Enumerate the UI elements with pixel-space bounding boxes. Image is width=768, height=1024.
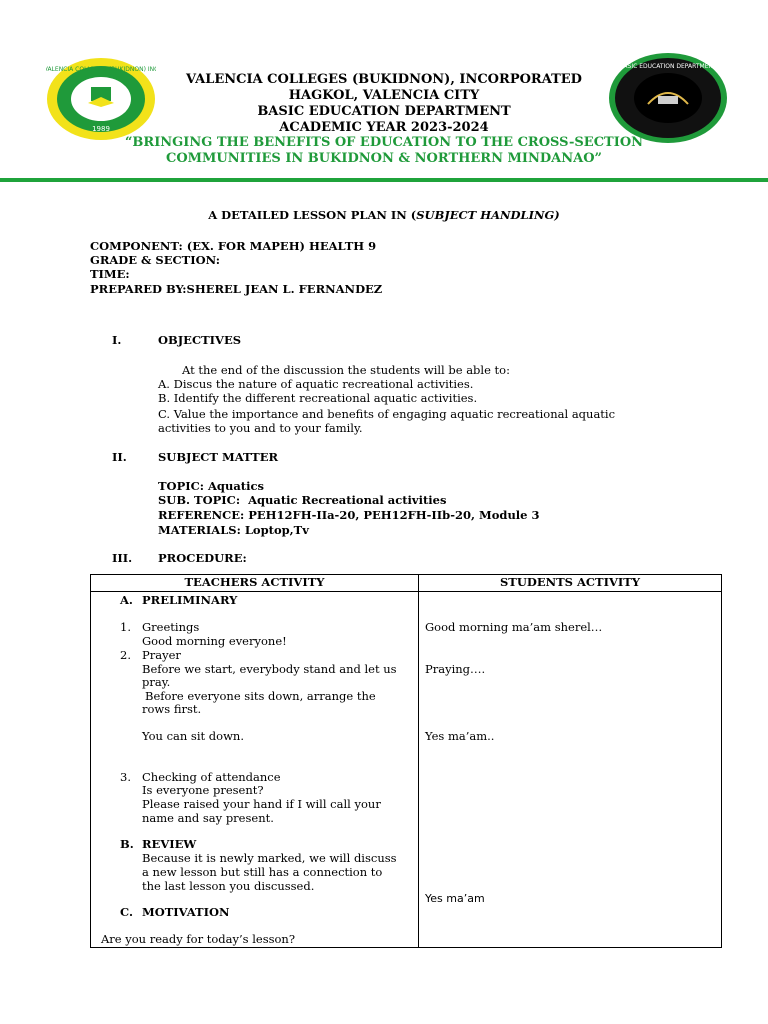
sub-topic-value: Aquatic Recreational activities [248, 493, 447, 507]
prayer-text-1: Before we start, everybody stand and let us [142, 662, 397, 676]
time-line: TIME: [90, 267, 130, 281]
right-seal-text: BASIC EDUCATION DEPARTMENT [619, 63, 717, 70]
item-3-number: 3. [120, 770, 131, 784]
objective-b: B. Identify the different recreational aquatic activities. [158, 391, 478, 405]
materials-line: MATERIALS: Loptop,Tv [158, 523, 309, 537]
title-subject: SUBJECT HANDLING) [416, 208, 560, 222]
prepared-by-line: PREPARED BY:SHEREL JEAN L. FERNANDEZ [90, 282, 383, 296]
greetings-label: Greetings [142, 620, 200, 634]
subject-matter-heading: SUBJECT MATTER [158, 450, 279, 464]
prayer-label: Prayer [142, 648, 181, 662]
reference-line: REFERENCE: PEH12FH-IIa-20, PEH12FH-IIb-20, Module 3 [158, 508, 540, 522]
students-activity-cell [419, 592, 722, 948]
attendance-label: Checking of attendance [142, 770, 281, 784]
title-prefix: A DETAILED LESSON PLAN IN ( [208, 208, 417, 222]
procedure-table [90, 574, 722, 948]
greetings-text: Good morning everyone! [142, 634, 287, 648]
school-address: HAGKOL, VALENCIA CITY [288, 88, 480, 103]
prayer-text-2: pray. [142, 675, 171, 689]
teachers-activity-header: TEACHERS ACTIVITY [91, 575, 419, 592]
header-divider [0, 178, 768, 182]
item-2-number: 2. [120, 648, 131, 662]
objectives-number: I. [112, 333, 122, 347]
objective-c-line-2: activities to you and to your family. [158, 421, 363, 435]
objectives-intro: At the end of the discussion the students will be able to: [182, 363, 510, 377]
subject-matter-number: II. [112, 450, 127, 464]
student-greeting: Good morning ma’am sherel… [425, 620, 603, 634]
lesson-plan-title [0, 208, 768, 222]
student-praying: Praying…. [425, 662, 486, 676]
section-c-label: MOTIVATION [142, 905, 230, 919]
prayer-text-4: rows first. [142, 702, 202, 716]
left-seal-text: VALENCIA COLLEGES (BUKIDNON) INC [46, 66, 156, 73]
ready-question: Are you ready for today’s lesson? [101, 932, 296, 946]
section-b-letter: B. [120, 837, 134, 851]
table-row [91, 592, 722, 948]
review-text-2: a new lesson but still has a connection to [142, 865, 383, 879]
sub-topic-line [158, 493, 446, 507]
review-text-3: the last lesson you discussed. [142, 879, 315, 893]
section-b-label: REVIEW [142, 837, 197, 851]
topic-line: TOPIC: Aquatics [158, 479, 264, 493]
left-seal-year: 1989 [92, 125, 110, 133]
review-text-1: Because it is newly marked, we will discuss [142, 851, 397, 865]
student-yes-2: Yes ma’am [425, 892, 485, 905]
section-a-label: PRELIMINARY [142, 593, 238, 607]
sub-topic-label: SUB. TOPIC: [158, 493, 241, 507]
teachers-activity-cell [91, 592, 419, 948]
section-a-letter: A. [120, 593, 133, 607]
attendance-text-1: Is everyone present? [142, 783, 264, 797]
item-1-number: 1. [120, 620, 131, 634]
procedure-number: III. [112, 551, 133, 565]
prayer-text-3: Before everyone sits down, arrange the [145, 689, 376, 703]
component-line: COMPONENT: (EX. FOR MAPEH) HEALTH 9 [90, 239, 377, 253]
student-yes-1: Yes ma’am.. [425, 729, 495, 743]
sit-down-text: You can sit down. [142, 729, 244, 743]
attendance-text-2: Please raised your hand if I will call your [142, 797, 381, 811]
grade-section-line: GRADE & SECTION: [90, 253, 220, 267]
table-header-row [91, 575, 722, 592]
slogan-line-2: COMMUNITIES IN BUKIDNON & NORTHERN MINDANAO” [165, 151, 603, 166]
attendance-text-3: name and say present. [142, 811, 274, 825]
procedure-heading: PROCEDURE: [158, 551, 247, 565]
objective-a: A. Discus the nature of aquatic recreational activities. [158, 377, 474, 391]
objectives-heading: OBJECTIVES [158, 333, 242, 347]
school-name: VALENCIA COLLEGES (BUKIDNON), INCORPORATED [186, 72, 582, 87]
department-name: BASIC EDUCATION DEPARTMENT [257, 104, 511, 119]
academic-year: ACADEMIC YEAR 2023-2024 [279, 120, 489, 135]
objective-c-line-1: C. Value the importance and benefits of engaging aquatic recreational aquatic [158, 407, 616, 421]
slogan-line-1: “BRINGING THE BENEFITS OF EDUCATION TO THE CROSS-SECTION [124, 135, 644, 150]
students-activity-header: STUDENTS ACTIVITY [419, 575, 722, 592]
section-c-letter: C. [120, 905, 133, 919]
